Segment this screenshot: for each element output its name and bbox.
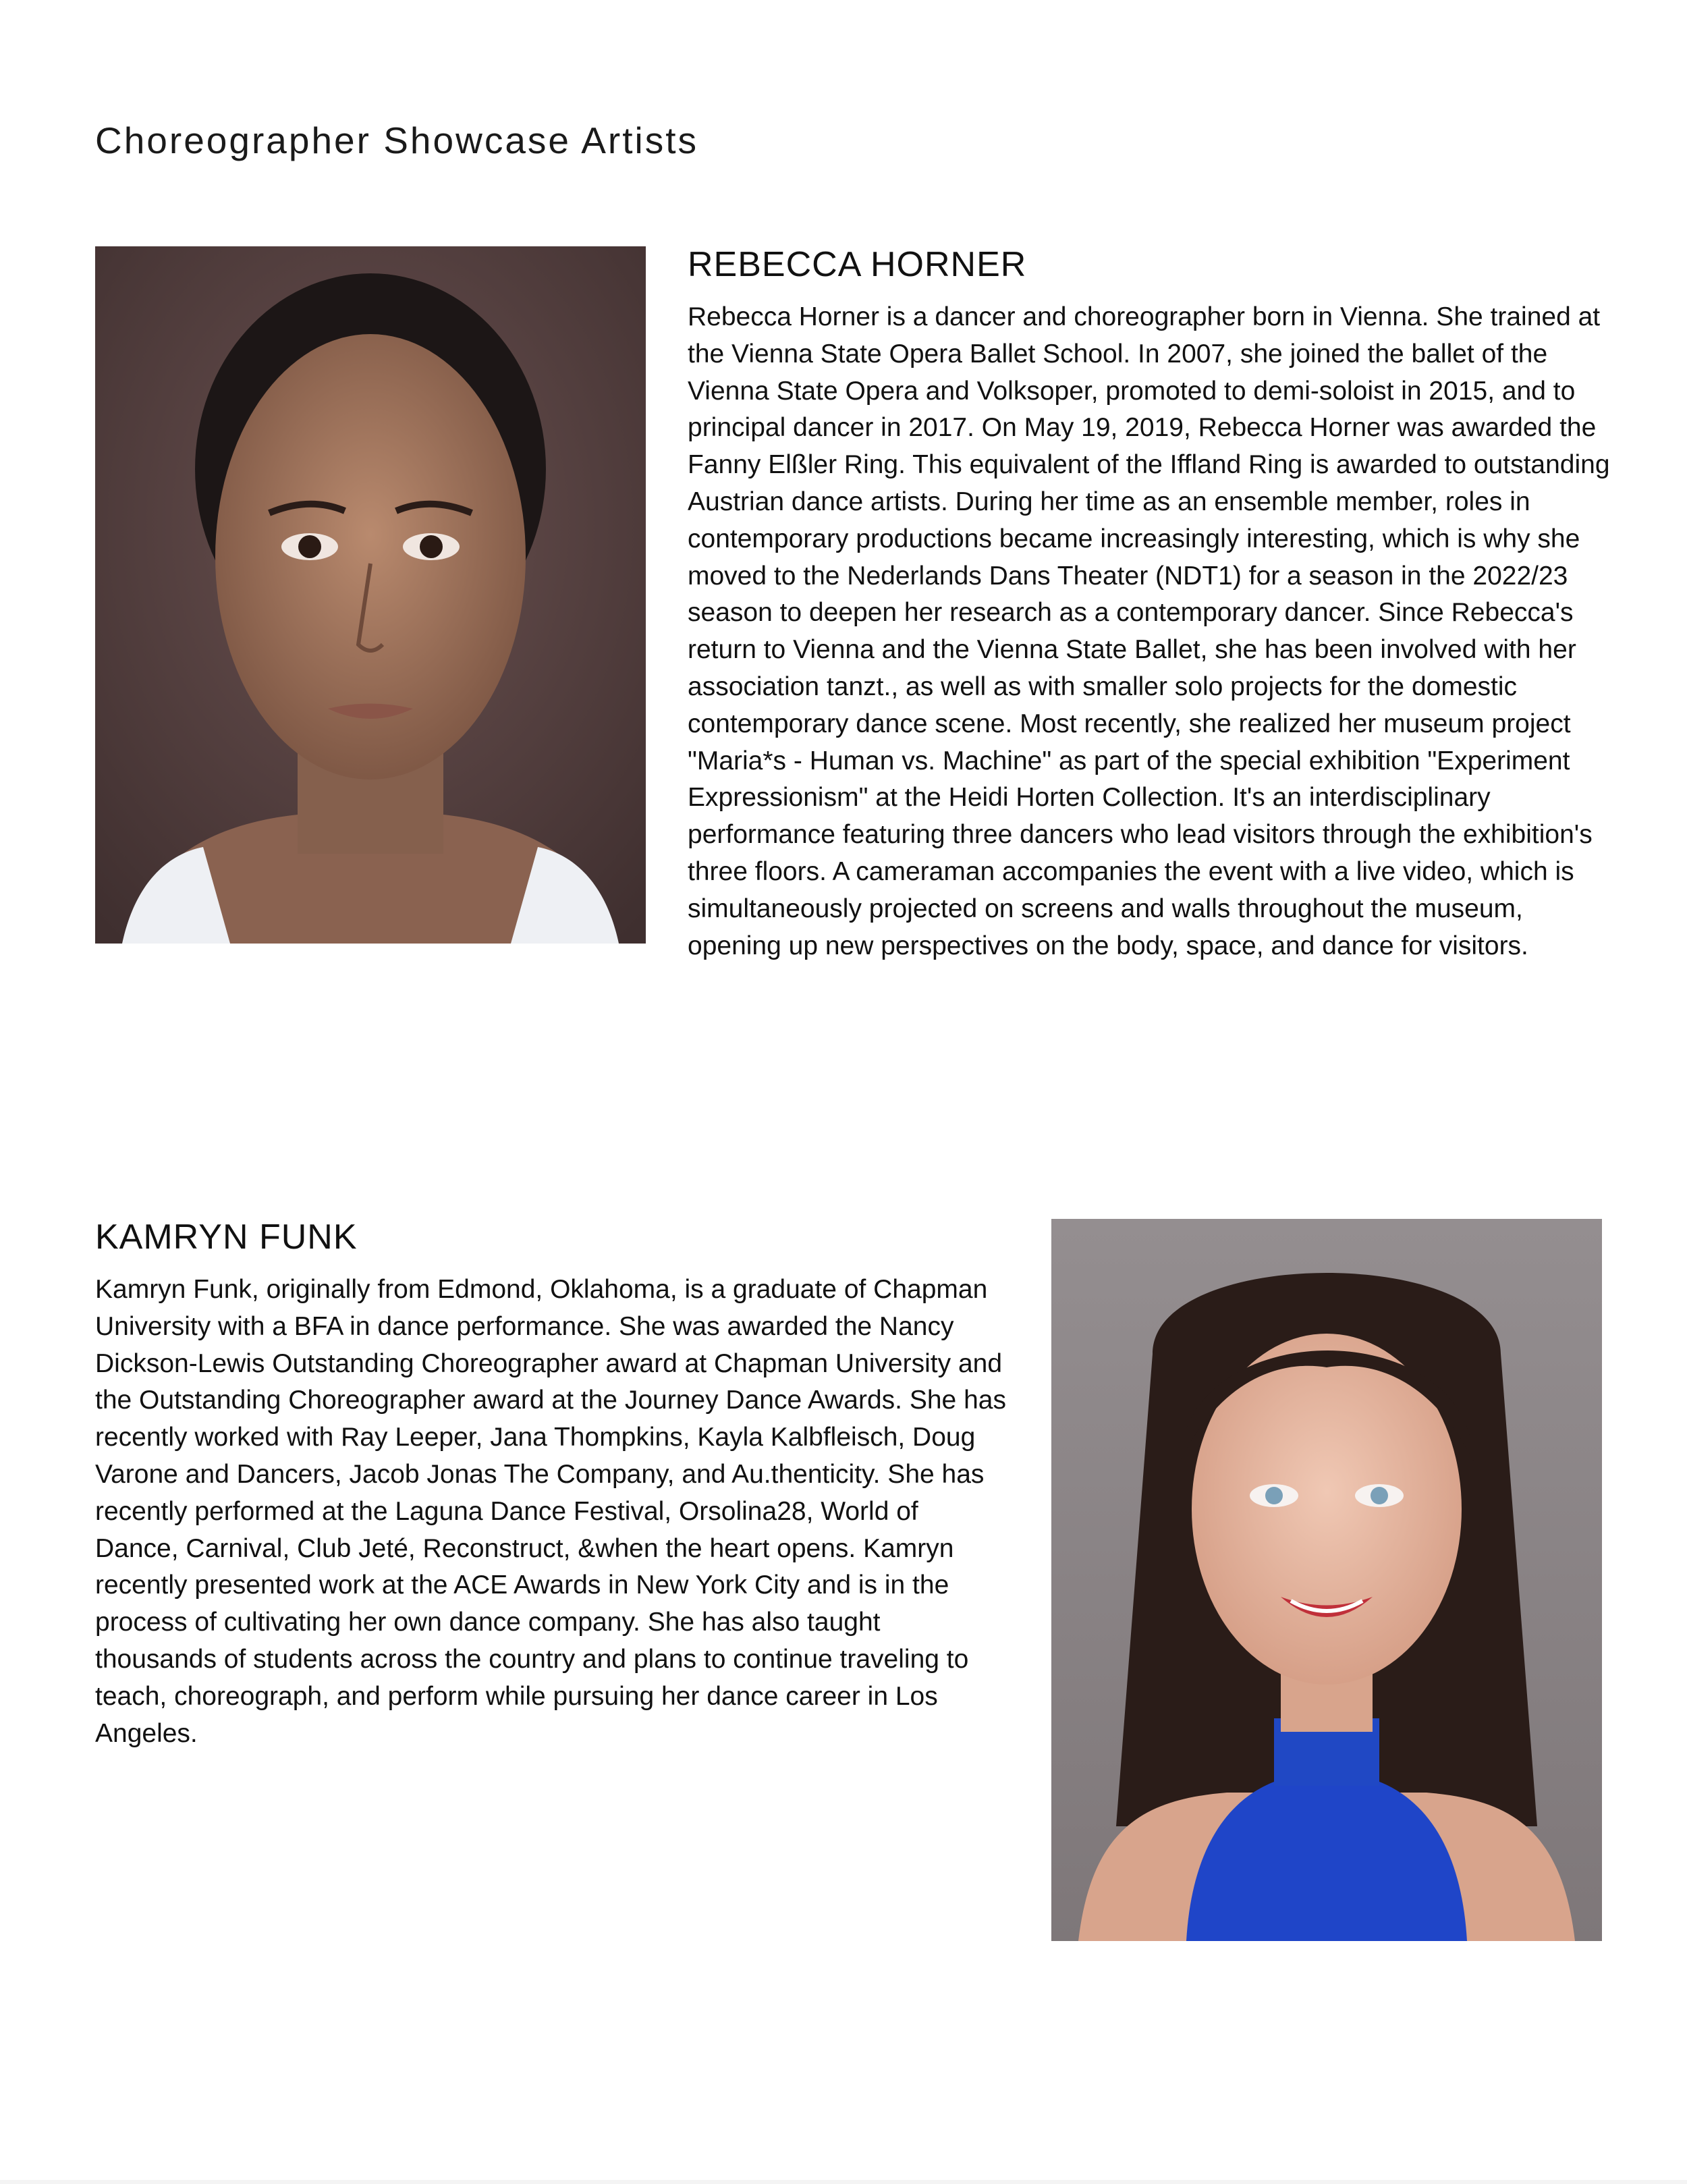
artist-photo-kamryn-funk — [1051, 1219, 1602, 1941]
artist-name: REBECCA HORNER — [688, 245, 1027, 284]
artist-photo-rebecca-horner — [95, 246, 646, 944]
page-title: Choreographer Showcase Artists — [95, 119, 699, 161]
artist-bio: Rebecca Horner is a dancer and choreographer born in Vienna. She trained at the Vienna State Opera Ballet School. In 2007, she joined the ballet of the Vienna State Opera and Volksoper, promoted to demi-soloist in 2015, and to principal dancer in 2017. On May 19, 2019, Rebecca Horner was awarded the Fanny Elßler Ring. This equivalent of the Iffland Ring is awarded to outstanding Austrian dance artists. During her time as an ensemble member, roles in contemporary productions became increasingly interesting, which is why she moved to the Nederlands Dans Theater (NDT1) for a season in the 2022/23 season to deepen her research as a contemporary dancer. Since Rebecca's return to Vienna and the Vienna State Ballet, she has been involved with her association tanzt., as well as with smaller solo projects for the domestic contemporary dance scene. Most recently, she realized her museum project "Maria*s - Human vs. Machine" as part of the special exhibition "Experiment Expressionism" at the Heidi Horten Collection. It's an interdisciplinary performance featuring three dancers who lead visitors through the exhibition's three floors. A cameraman accompanies the event with a live video, which is simultaneously projected on screens and walls throughout the museum, opening up new perspectives on the body, space, and dance for visitors. — [688, 302, 1610, 960]
portrait-image — [1051, 1219, 1602, 1941]
artist-name: KAMRYN FUNK — [95, 1218, 358, 1257]
artist-bio: Kamryn Funk, originally from Edmond, Oklahoma, is a graduate of Chapman University with a BFA in dance performance. She was awarded the Nancy Dickson-Lewis Outstanding Choreographer award at Chapman University and the Outstanding Choreographer award at the Journey Dance Awards. She has recently worked with Ray Leeper, Jana Thompkins, Kayla Kalbfleisch, Doug Varone and Dancers, Jacob Jonas The Company, and Au.thenticity. She has recently performed at the Laguna Dance Festival, Orsolina28, World of Dance, Carnival, Club Jeté, Reconstruct, &when the heart opens. Kamryn recently presented work at the ACE Awards in New York City and is in the process of cultivating her own dance company. She has also taught thousands of students across the country and plans to continue traveling to teach, choreograph, and perform while pursuing her dance career in Los Angeles. — [95, 1275, 1006, 1748]
page-bottom-edge — [0, 2180, 1687, 2184]
portrait-image — [95, 246, 646, 944]
